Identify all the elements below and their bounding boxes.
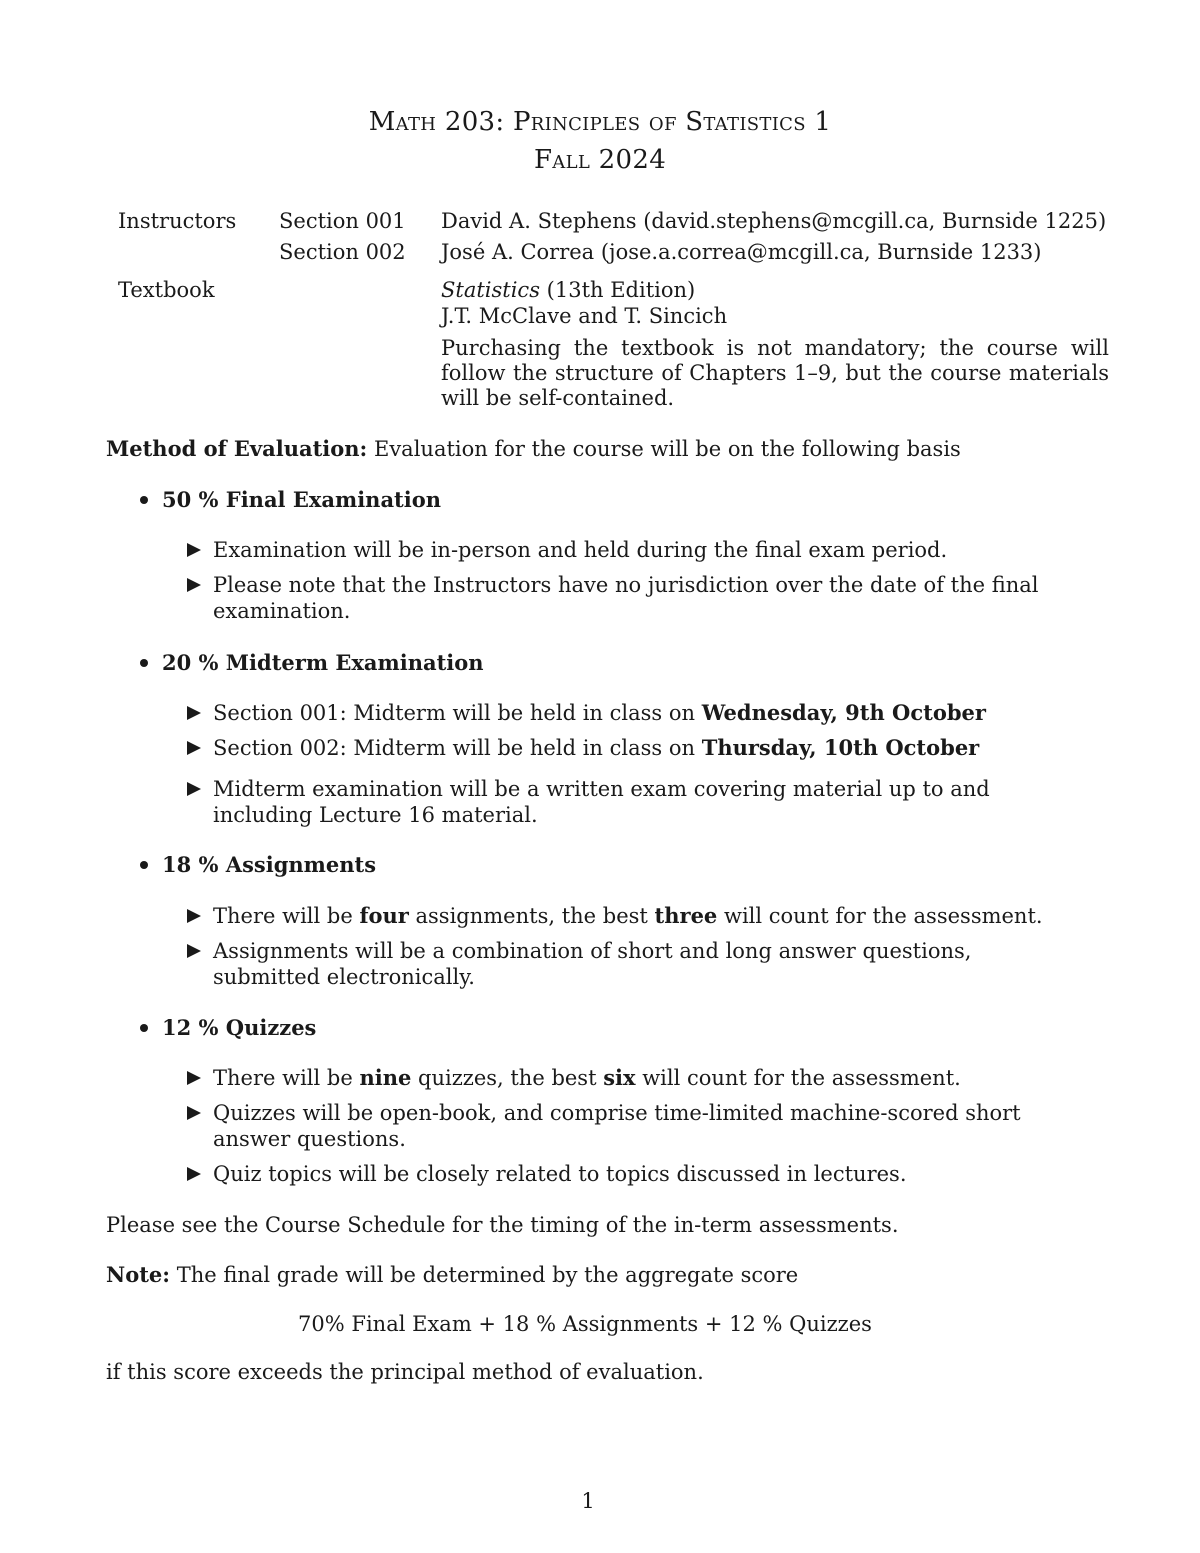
eval-sub-item: Midterm examination will be a written exam covering material up to and including Lecture 16 material. [213,777,990,827]
triangle-bullet-icon [187,578,201,592]
bullet-dot [140,861,148,869]
note-paragraph: Note: The final grade will be determined by the aggregate score [106,1262,799,1287]
section-001-instructor: David A. Stephens (david.stephens@mcgill.ca, Burnside 1225) [441,209,1107,233]
triangle-bullet-icon [187,944,201,958]
textbook-label: Textbook [118,278,215,302]
bullet-dot [140,659,148,667]
section-002-instructor: José A. Correa (jose.a.correa@mcgill.ca, Burnside 1233) [441,240,1042,264]
triangle-bullet-icon [187,1106,201,1120]
section-001-label: Section 001 [279,209,406,233]
eval-item-midterm: 20 % Midterm Examination [162,650,484,675]
evaluation-intro: Method of Evaluation: Evaluation for the course will be on the following basis [106,436,961,461]
page-number: 1 [581,1489,595,1513]
instructors-label: Instructors [118,209,237,233]
eval-sub-item: Quizzes will be open-book, and comprise time-limited machine-scored short answer questions. [213,1101,1021,1151]
triangle-bullet-icon [187,909,201,923]
course-title: Math 203: Principles of Statistics 1 [368,107,832,137]
eval-sub-item: There will be four assignments, the best three will count for the assessment. [213,903,1043,928]
textbook-title [441,277,695,303]
eval-item-final: 50 % Final Examination [162,487,442,512]
eval-sub-item: Please note that the Instructors have no jurisdiction over the date of the final examination. [213,573,1039,623]
eval-item-assignments: 18 % Assignments [162,852,377,877]
eval-sub-item: Section 001: Midterm will be held in class on Wednesday, 9th October [213,700,986,725]
textbook-edition: (13th Edition) [539,278,696,302]
eval-sub-item: Assignments will be a combination of short and long answer questions, submitted electronically. [213,939,972,989]
bullet-dot [140,496,148,504]
evaluation-heading: Method of Evaluation: [106,436,368,461]
textbook-title-italic: Statistics [441,278,540,302]
section-002-label: Section 002 [279,240,406,264]
triangle-bullet-icon [187,706,201,720]
note-tail: if this score exceeds the principal method of evaluation. [106,1360,704,1384]
eval-sub-item: Quiz topics will be closely related to topics discussed in lectures. [213,1162,907,1186]
triangle-bullet-icon [187,1071,201,1085]
textbook-note: Purchasing the textbook is not mandatory; the course will follow the structure of Chapters 1–9, but the course materials will be self-contained. [441,336,1109,410]
note-label: Note: [106,1262,171,1287]
triangle-bullet-icon [187,1167,201,1181]
textbook-authors: J.T. McClave and T. Sincich [441,304,728,328]
schedule-note: Please see the Course Schedule for the timing of the in-term assessments. [106,1213,899,1237]
term-title: Fall 2024 [533,145,667,175]
triangle-bullet-icon [187,741,201,755]
triangle-bullet-icon [187,543,201,557]
bullet-dot [140,1024,148,1032]
eval-sub-item: There will be nine quizzes, the best six will count for the assessment. [213,1065,961,1090]
eval-sub-item: Examination will be in-person and held during the final exam period. [213,538,948,562]
eval-sub-item: Section 002: Midterm will be held in class on Thursday, 10th October [213,735,980,760]
triangle-bullet-icon [187,782,201,796]
eval-item-quizzes: 12 % Quizzes [162,1015,317,1040]
grade-formula: 70% Final Exam + 18 % Assignments + 12 % Quizzes [298,1312,872,1336]
